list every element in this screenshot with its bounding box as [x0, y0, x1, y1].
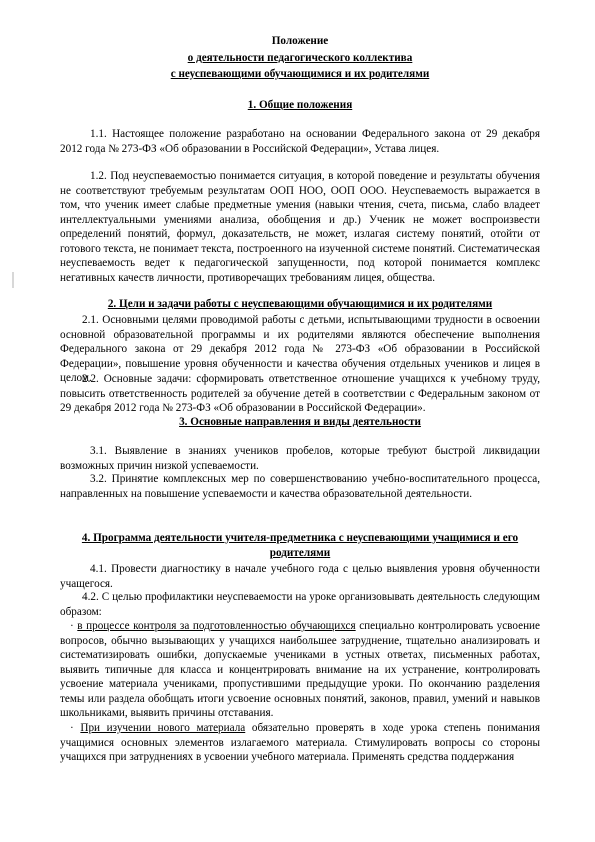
section-3-heading [60, 415, 540, 430]
paragraph-4-2: 4.2. С целью профилактики неуспеваемости на уроке организовывать деятельность следующим образом: [60, 591, 540, 618]
bullet-2-text: обязательно проверять в ходе урока степень понимания учащимися основных элементов излагаемого материала. Стимулировать вопросы со стороны учащихся при затруднениях в усвоении учебного материала. Применять средства поддержания [60, 722, 540, 763]
bullet-item-control [60, 619, 540, 721]
bullet-2-underlined-phrase: При изучении нового материала [80, 722, 246, 734]
section-3-heading-text: 3. Основные направления и виды деятельности [179, 416, 421, 428]
scan-margin-mark [12, 272, 14, 288]
document-title-line-2: о деятельности педагогического коллектива [187, 52, 413, 64]
section-4-heading-line-2-text: родителями [269, 547, 331, 559]
paragraph-1-2: 1.2. Под неуспеваемостью понимается ситуация, в которой поведение и результаты обучения не соответствуют требуемым результатам ООП НОО, ООП ООО. Неуспеваемость выражается в том, что ученик имеет слабые предметные умения (навыки чтения, счета, письма, слабо владеет интеллектуальными умениями анализа, обобщения и др.) Ученик не может воспроизвести определений понятий, формул, доказательств, не может, излагая систему понятий, отойти от готового текста, не понимает текста, построенного на изученной системе понятий. Систематическая неуспеваемость ведет к педагогической запущенности, под которой понимается комплекс негативных качеств личности, противоречащих требованиям лицея, общества. [60, 170, 540, 284]
section-4-heading-line-1-text: 4. Программа деятельности учителя-предметника с неуспевающими учащимися и его [81, 532, 519, 544]
bullet-1-underlined-phrase: в процессе контроля за подготовленностью обучающихся [77, 620, 356, 632]
bullet-1-text: специально контролировать усвоение вопросов, обычно вызывающих у учащихся наибольшее затруднение, тщательно анализировать и систематизировать ошибки, допускаемые учениками в устных ответах, письменных работах, выявить типичные для класса и концентрировать внимание на их устранение, контролировать усвоение материала учениками, пропустившими предыдущие уроки. По окончанию разделения темы или раздела обобщать итоги усвоение основных понятий, законов, правил, умений и навыков школьниками, выявить причины отставания. [60, 620, 541, 719]
bullet-marker: · [70, 722, 74, 734]
document-title-line-3: с неуспевающими обучающимися и их родителями [170, 68, 430, 80]
section-1-heading [60, 98, 540, 113]
paragraph-1-1: 1.1. Настоящее положение разработано на основании Федерального закона от 29 декабря 2012 года № 273-ФЗ «Об образовании в Российской Федерации», Устава лицея. [60, 128, 540, 155]
section-2-heading-text: 2. Цели и задачи работы с неуспевающими обучающимися и их родителями [107, 298, 493, 310]
paragraph-3-1: 3.1. Выявление в знаниях учеников пробелов, которые требуют быстрой ликвидации возможных причин низкой успеваемости. [60, 445, 540, 472]
paragraph-2-1: 2.1. Основными целями проводимой работы с детьми, испытывающими трудности в освоении основной образовательной программы и их родителями являются обеспечение выполнения Федерального закона от 29 декабря 2012 года № 273-ФЗ «Об образовании в Российской Федерации», повышение уровня обученности и качества обучения отдельных учеников и лицея в целом. [60, 314, 540, 384]
document-title-line-1: Положение [271, 35, 329, 47]
bullet-marker: · [70, 620, 74, 632]
section-4-heading-line-2 [60, 546, 540, 561]
paragraph-2-2: 2.2. Основные задачи: сформировать ответственное отношение учащихся к учебному труду, повысить ответственность родителей за обучение детей в соответствии с Федеральным законом от 29 декабря 2012 года № 273-ФЗ «Об образовании в Российской Федерации». [60, 373, 540, 414]
paragraph-4-1: 4.1. Провести диагностику в начале учебного года с целью выявления уровня обученности учащегося. [60, 563, 540, 590]
section-4-heading-line-1 [60, 531, 540, 546]
bullet-item-new-material [60, 721, 540, 765]
section-2-heading [60, 297, 540, 312]
section-1-heading-text: 1. Общие положения [247, 99, 353, 111]
paragraph-3-2: 3.2. Принятие комплексных мер по совершенствованию учебно-воспитательного процесса, направленных на повышение успеваемости и качества образовательной деятельности. [60, 473, 540, 500]
